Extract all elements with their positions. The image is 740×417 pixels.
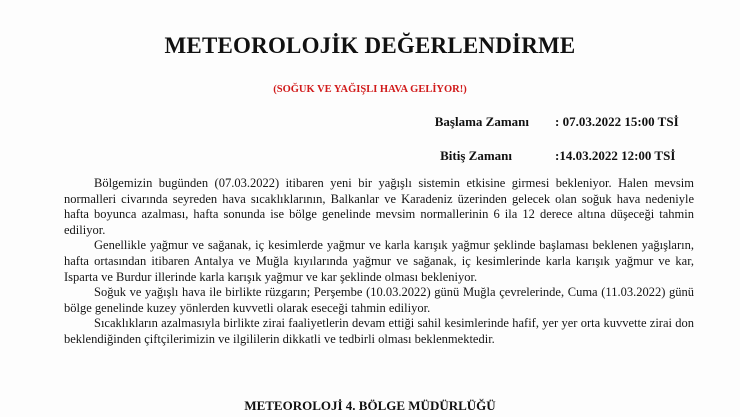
document-body: [64, 176, 694, 348]
paragraph: Sıcaklıkların azalmasıyla birlikte zirai faaliyetlerin devam ettiği sahil kesimlerinde hafif, yer yer orta kuvvette zirai don beklendiğinden çiftçilerimizin ve ilgililerin dikkatli ve tedbirli olması beklenmektedir.: [64, 316, 694, 346]
document-signature: METEOROLOJİ 4. BÖLGE MÜDÜRLÜĞÜ: [244, 398, 496, 413]
paragraph: Genellikle yağmur ve sağanak, iç kesimlerde yağmur ve karla karışık yağmur şeklinde başlaması beklenen yağışların, hafta ortasından itibaren Antalya ve Muğla kıyılarında yağmur ve sağanak, iç kesimlerinde karla karışık yağmur ve kar, Isparta ve Burdur illerinde karla karışık yağmur ve kar şeklinde olması bekleniyor.: [64, 238, 694, 284]
paragraph: Bölgemizin bugünden (07.03.2022) itibaren yeni bir yağışlı sistemin etkisine girmesi bekleniyor. Halen mevsim normalleri civarında seyreden hava sıcaklıklarının, Balkanlar ve Karadeniz üzerinden gelecek olan soğuk hava nedeniyle hafta boyunca azalması, hafta sonunda ise bölge genelinde mevsim normallerinin 6 ila 12 derece altına düşeceği tahmin ediliyor.: [64, 176, 694, 237]
paragraph: Soğuk ve yağışlı hava ile birlikte rüzgarın; Perşembe (10.03.2022) günü Muğla çevrelerinde, Cuma (11.03.2022) günü bölge genelinde kuzey yönlerden kuvvetli olarak eseceği tahmin ediliyor.: [64, 285, 694, 315]
end-time-value: :14.03.2022 12:00 TSİ: [555, 148, 676, 163]
document-subtitle: (SOĞUK VE YAĞIŞLI HAVA GELİYOR!): [273, 84, 467, 95]
start-time-label: Başlama Zamanı: [434, 114, 529, 129]
document-title: METEOROLOJİK DEĞERLENDİRME: [164, 33, 576, 58]
end-time-label: Bitiş Zamanı: [440, 148, 512, 163]
start-time-value: : 07.03.2022 15:00 TSİ: [555, 114, 679, 129]
start-time-row: [0, 114, 740, 132]
end-time-row: [0, 148, 740, 166]
